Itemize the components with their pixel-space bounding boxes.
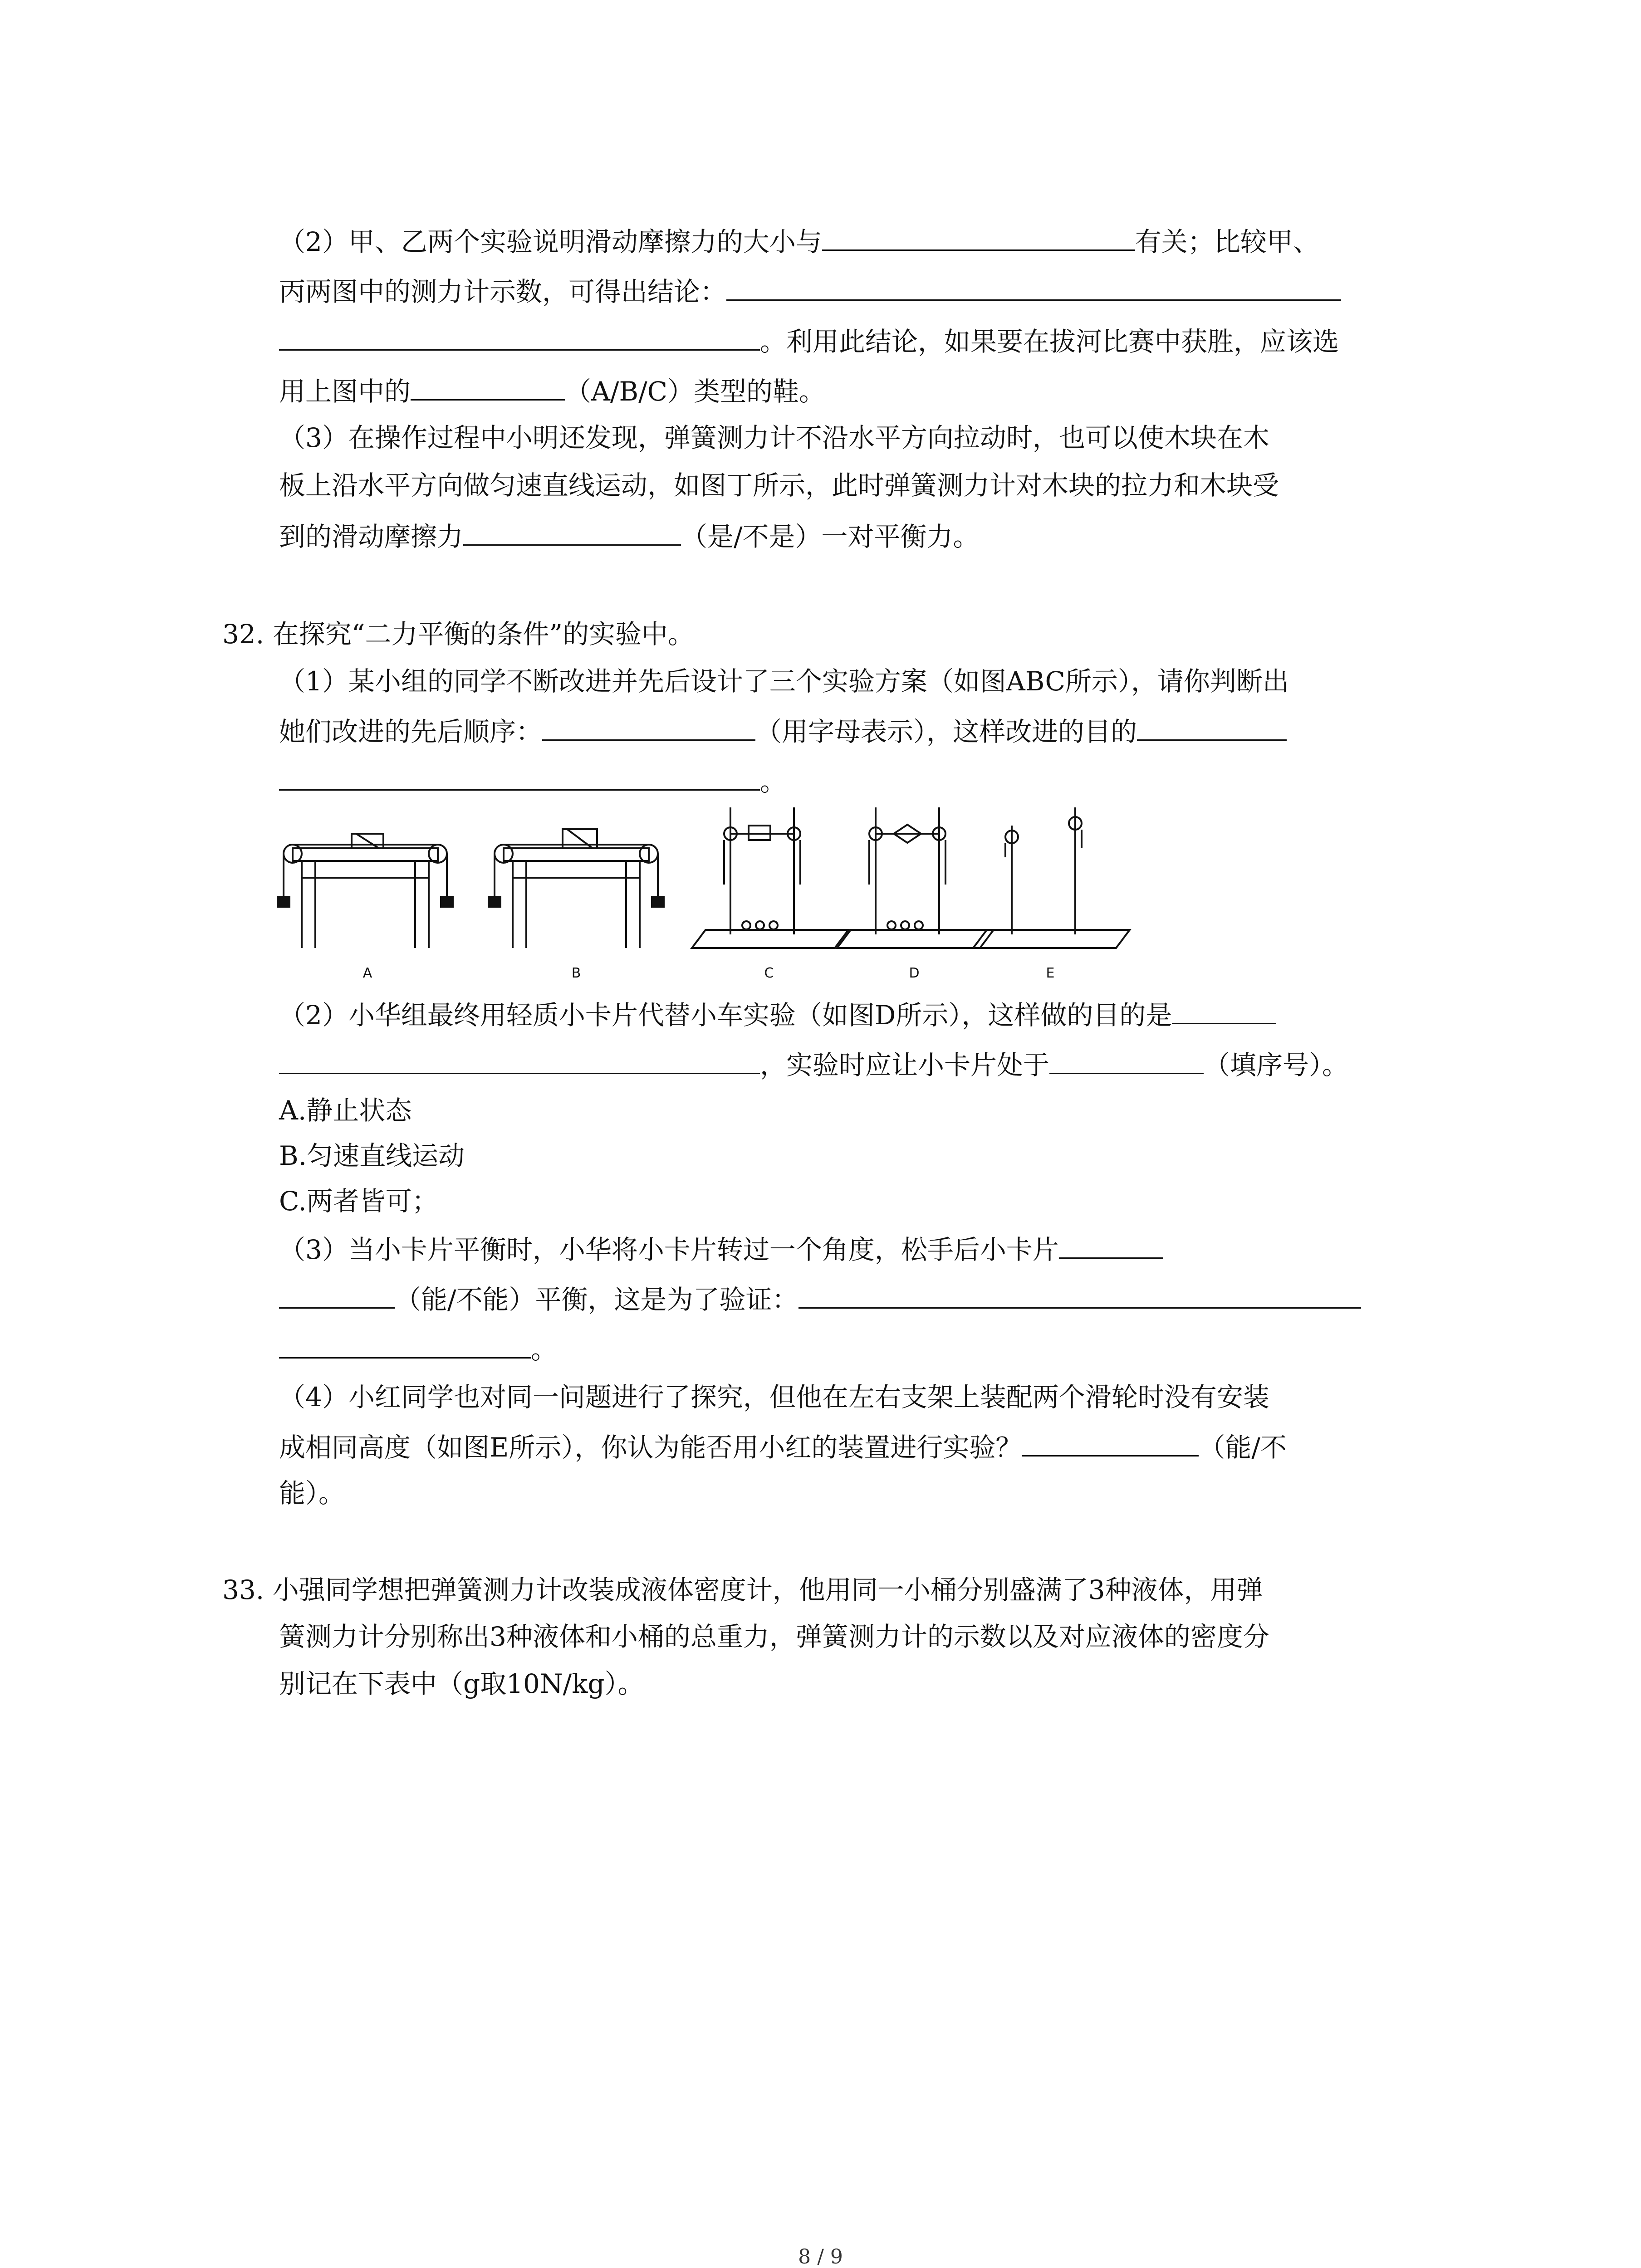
q33-line2: 簧测力计分别称出3种液体和小桶的总重力，弹簧测力计的示数以及对应液体的密度分 [279,1621,1269,1652]
experiment-figure [277,798,1139,989]
text: （3）当小卡片平衡时，小华将小卡片转过一个角度，松手后小卡片 [279,1234,1059,1265]
figure-label-e: E [1046,965,1055,981]
figure-d-apparatus [837,807,994,948]
answer-blank[interactable] [279,762,760,791]
figure-label-c: C [764,965,774,981]
answer-blank[interactable] [279,1330,531,1359]
q32-part3-line2 [279,1280,1361,1318]
text: 用上图中的 [279,376,411,407]
text: （是/不是）一对平衡力。 [681,521,980,552]
q31-part3-line1: （3）在操作过程中小明还发现，弹簧测力计不沿水平方向拉动时，也可以使木块在木 [279,422,1269,453]
figure-a-apparatus [284,834,447,948]
answer-blank[interactable] [798,1280,1361,1309]
q31-part2-line2 [279,272,1341,310]
q32-part4-line3: 能）。 [279,1478,345,1509]
answer-blank[interactable] [279,1046,760,1074]
answer-blank[interactable] [542,712,755,741]
q32-part3-line3 [279,1330,557,1368]
q31-part2-line3 [279,322,1339,360]
answer-blank[interactable] [1059,1230,1163,1259]
figure-c-apparatus [692,807,848,948]
q31-part3-line2: 板上沿水平方向做匀速直线运动，如图丁所示，此时弹簧测力计对木块的拉力和木块受 [279,470,1279,501]
weight-block [440,896,454,908]
text: 。 [760,766,787,797]
answer-blank[interactable] [726,272,1341,301]
q32-part4-line2 [279,1428,1287,1466]
text: 。 [531,1334,558,1365]
weight-block [277,896,290,908]
text: 丙两图中的测力计示数，可得出结论： [279,276,727,307]
weight-block [488,896,501,908]
q33-line1 [222,1572,1263,1608]
answer-blank[interactable] [279,1280,395,1309]
text: （能/不 [1199,1432,1287,1463]
q32-part1-line1: （1）某小组的同学不断改进并先后设计了三个实验方案（如图ABC所示），请你判断出 [279,666,1289,697]
answer-blank[interactable] [463,517,681,546]
figure-label-d: D [909,965,920,981]
q32-part2-line1 [279,996,1276,1033]
text: 小强同学想把弹簧测力计改装成液体密度计，他用同一小桶分别盛满了3种液体，用弹 [272,1574,1263,1605]
answer-blank[interactable] [1022,1428,1199,1457]
text: （用字母表示），这样改进的目的 [755,716,1137,747]
answer-blank[interactable] [1049,1046,1204,1074]
q32-option-b: B.匀速直线运动 [279,1140,465,1171]
answer-blank[interactable] [822,222,1135,251]
text: 有关；比较甲、 [1135,226,1319,257]
q32-option-a: A.静止状态 [279,1095,412,1126]
figure-label-b: B [571,965,581,981]
text: （2）小华组最终用轻质小卡片代替小车实验（如图D所示），这样做的目的是 [279,1000,1172,1031]
question-stem: 在探究“二力平衡的条件”的实验中。 [272,619,694,650]
q31-part2-line1 [279,222,1319,260]
answer-blank[interactable] [279,322,760,351]
text: （A/B/C）类型的鞋。 [565,376,825,407]
text: 。利用此结论，如果要在拔河比赛中获胜，应该选 [760,326,1339,357]
figure-e-apparatus [973,807,1130,948]
figure-label-a: A [362,965,372,981]
question-number: 33. [222,1574,265,1605]
q32-part3-line1 [279,1230,1163,1268]
q33-line3: 别记在下表中（g取10N/kg）。 [279,1668,644,1699]
q32-part4-line1: （4）小红同学也对同一问题进行了探究，但他在左右支架上装配两个滑轮时没有安装 [279,1382,1269,1413]
text: （填序号）。 [1204,1050,1349,1080]
text: 她们改进的先后顺序： [279,716,543,747]
answer-blank[interactable] [1137,712,1287,741]
q32-part2-line2 [279,1046,1348,1083]
text: （能/不能）平衡，这是为了验证： [395,1284,798,1315]
q31-part2-line4 [279,372,825,410]
text: （2）甲、乙两个实验说明滑动摩擦力的大小与 [279,226,822,257]
q32-option-c: C.两者皆可； [279,1186,438,1217]
text: ，实验时应让小卡片处于 [760,1050,1050,1080]
text: 成相同高度（如图E所示），你认为能否用小红的装置进行实验？ [279,1432,1022,1463]
answer-blank[interactable] [411,372,565,401]
page-number: 8 / 9 [798,2245,843,2268]
question-number: 32. [222,619,265,650]
q32-part1-line2 [279,712,1287,750]
figure-b-apparatus [495,829,658,948]
q32-stem-line [222,616,694,652]
weight-block [651,896,665,908]
answer-blank[interactable] [1172,996,1276,1024]
text: 到的滑动摩擦力 [279,521,464,552]
q32-part1-line3 [279,762,786,800]
q31-part3-line3 [279,517,980,555]
